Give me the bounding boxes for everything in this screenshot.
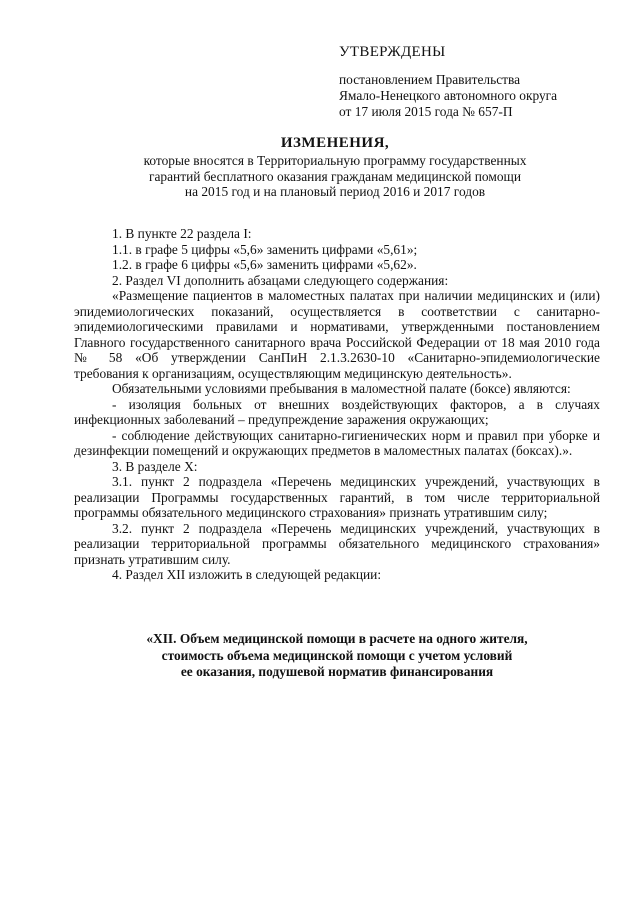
approval-line: постановлением Правительства (339, 72, 521, 87)
section-heading (74, 631, 600, 681)
paragraph: 4. Раздел XII изложить в следующей редакции: (112, 567, 382, 582)
paragraph: 1.2. в графе 6 цифры «5,6» заменить цифрами «5,62». (112, 257, 417, 272)
approval-line: от 17 июля 2015 года № 657-П (339, 104, 513, 119)
approval-line: Ямало-Ненецкого автономного округа (339, 88, 558, 103)
document-subtitle-line: которые вносятся в Территориальную программу государственных (143, 153, 527, 168)
document-body (74, 226, 600, 583)
section-heading-line: стоимость объема медицинской помощи с учетом условий (161, 647, 513, 663)
approval-block (339, 44, 609, 120)
paragraph: - соблюдение действующих санитарно-гигиенических норм и правил при уборке и дезинфекции помещений и окружающих предметов в маломестных палатах (боксах).». (74, 427, 600, 458)
paragraph: «Размещение пациентов в маломестных палатах при наличии медицинских и (или) эпидемиологических показаний, осуществляется в соответствии с санитарно-эпидемиологическими правилами и нормативами, утвержденными постановлением Главного государственного санитарного врача Российской Федерации от 18 мая 2010 года № 58 «Об утверждении СанПиН 2.1.3.2630-10 «Санитарно-эпидемиологические требования к организациям, осуществляющим медицинскую деятельность». (74, 288, 600, 381)
paragraph: 3.1. пункт 2 подраздела «Перечень медицинских учреждений, участвующих в реализации Программы государственных гарантий, в том числе территориальной программы обязательного медицинского страхования» признать утратившим силу; (74, 474, 600, 520)
section-heading-line: ее оказания, подушевой норматив финансирования (180, 664, 494, 679)
approval-title: УТВЕРЖДЕНЫ (339, 44, 446, 60)
paragraph: 3.2. пункт 2 подраздела «Перечень медицинских учреждений, участвующих в реализации территориальной программы обязательного медицинского страхования» признать утратившим силу. (74, 520, 600, 567)
document-title: ИЗМЕНЕНИЯ, (280, 135, 390, 151)
document-subtitle-line: на 2015 год и на плановый период 2016 и 2017 годов (184, 184, 486, 199)
paragraph: - изоляция больных от внешних воздействующих факторов, а в случаях инфекционных заболеваний – предупреждение заражения окружающих; (74, 396, 600, 427)
paragraph: 2. Раздел VI дополнить абзацами следующего содержания: (112, 272, 449, 288)
section-heading-line: «XII. Объем медицинской помощи в расчете на одного жителя, (146, 631, 528, 646)
paragraph: 1.1. в графе 5 цифры «5,6» заменить цифрами «5,61»; (112, 241, 418, 257)
paragraph: Обязательными условиями пребывания в маломестной палате (боксе) являются: (112, 381, 571, 396)
paragraph: 1. В пункте 22 раздела I: (112, 226, 252, 241)
paragraph: 3. В разделе X: (112, 458, 198, 474)
document-subtitle-line: гарантий бесплатного оказания гражданам медицинской помощи (148, 168, 522, 184)
document-header (60, 134, 610, 200)
